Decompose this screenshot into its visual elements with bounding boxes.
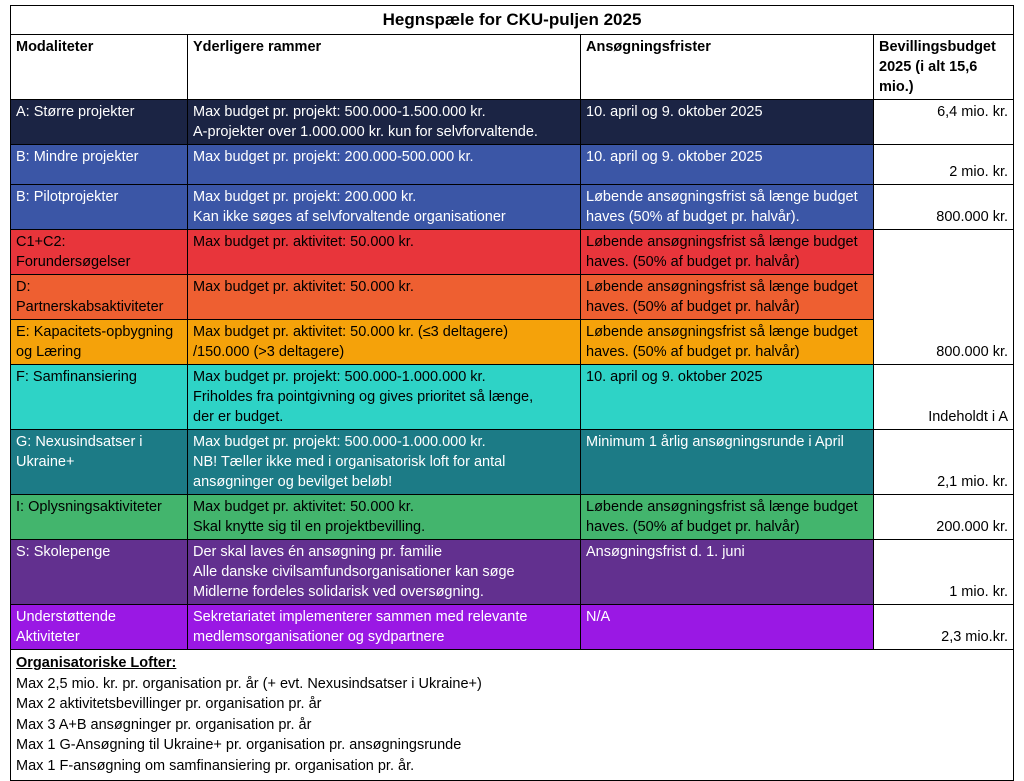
frames-cell-line: Max budget pr. projekt: 200.000-500.000 kr. bbox=[193, 149, 474, 165]
title-row bbox=[11, 6, 1014, 35]
modality-cell bbox=[11, 230, 188, 275]
hegnspaele-table bbox=[10, 5, 1014, 781]
modality-cell-line: Aktiviteter bbox=[16, 629, 80, 645]
header-ansoegningsfrister: Ansøgningsfrister bbox=[581, 35, 874, 100]
deadline-cell-line: Ansøgningsfrist d. 1. juni bbox=[586, 544, 745, 560]
table-row bbox=[11, 185, 1014, 230]
modality-cell-line: D: bbox=[16, 279, 31, 295]
deadline-cell-line: Løbende ansøgningsfrist så længe budget bbox=[586, 324, 858, 340]
cku-table-document bbox=[10, 5, 1013, 781]
modality-cell bbox=[11, 540, 188, 605]
footer-line: Max 1 F-ansøgning om samfinansiering pr. organisation pr. år. bbox=[16, 757, 415, 774]
frames-cell-line: Sekretariatet implementerer sammen med relevante bbox=[193, 609, 528, 625]
frames-cell bbox=[188, 185, 581, 230]
modality-cell bbox=[11, 495, 188, 540]
frames-cell bbox=[188, 365, 581, 430]
frames-cell-line: A-projekter over 1.000.000 kr. kun for selvforvaltende. bbox=[193, 124, 538, 140]
frames-cell-line: ansøgninger og bevilget beløb! bbox=[193, 474, 393, 490]
modality-cell-line: B: Pilotprojekter bbox=[16, 189, 119, 205]
deadline-cell-line: 10. april og 9. oktober 2025 bbox=[586, 104, 763, 120]
frames-cell bbox=[188, 320, 581, 365]
header-row bbox=[11, 35, 1014, 100]
frames-cell-line: Skal knytte sig til en projektbevilling. bbox=[193, 519, 426, 535]
footer-row bbox=[11, 650, 1014, 781]
frames-cell-line: Max budget pr. projekt: 500.000-1.000.000 kr. bbox=[193, 369, 486, 385]
deadline-cell bbox=[581, 540, 874, 605]
modality-cell bbox=[11, 365, 188, 430]
budget-cell: 1 mio. kr. bbox=[874, 540, 1014, 605]
frames-cell bbox=[188, 540, 581, 605]
table-row bbox=[11, 275, 1014, 320]
frames-cell-line: Max budget pr. aktivitet: 50.000 kr. bbox=[193, 499, 414, 515]
footer-title: Organisatoriske Lofter: bbox=[16, 655, 177, 671]
frames-cell bbox=[188, 100, 581, 145]
frames-cell bbox=[188, 605, 581, 650]
footer-line: Max 3 A+B ansøgninger pr. organisation pr. år bbox=[16, 716, 312, 733]
deadline-cell-line: haves. (50% af budget pr. halvår) bbox=[586, 299, 800, 315]
modality-cell-line: I: Oplysningsaktiviteter bbox=[16, 499, 162, 515]
organisatoriske-lofter bbox=[11, 650, 1014, 781]
deadline-cell bbox=[581, 430, 874, 495]
header-yderligere-rammer: Yderligere rammer bbox=[188, 35, 581, 100]
deadline-cell-line: 10. april og 9. oktober 2025 bbox=[586, 149, 763, 165]
frames-cell-line: Friholdes fra pointgivning og gives prioritet så længe, bbox=[193, 389, 534, 405]
frames-cell-line: Der skal laves én ansøgning pr. familie bbox=[193, 544, 443, 560]
deadline-cell-line: Løbende ansøgningsfrist så længe budget bbox=[586, 234, 858, 250]
deadline-cell bbox=[581, 605, 874, 650]
budget-cell: 2,1 mio. kr. bbox=[874, 430, 1014, 495]
modality-cell bbox=[11, 185, 188, 230]
frames-cell-line: medlemsorganisationer og sydpartnere bbox=[193, 629, 445, 645]
modality-cell-line: G: Nexusindsatser i bbox=[16, 434, 143, 450]
footer-line: Max 2 aktivitetsbevillinger pr. organisation pr. år bbox=[16, 696, 322, 712]
frames-cell-line: der er budget. bbox=[193, 409, 284, 425]
deadline-cell-line: Løbende ansøgningsfrist så længe budget bbox=[586, 279, 858, 295]
frames-cell bbox=[188, 230, 581, 275]
frames-cell-line: Kan ikke søges af selvforvaltende organisationer bbox=[193, 209, 506, 225]
frames-cell-line: Max budget pr. projekt: 500.000-1.500.000 kr. bbox=[193, 104, 486, 120]
modality-cell-line: E: Kapacitets-opbygning bbox=[16, 324, 174, 340]
deadline-cell-line: haves. (50% af budget pr. halvår) bbox=[586, 254, 800, 270]
table-row bbox=[11, 540, 1014, 605]
deadline-cell bbox=[581, 230, 874, 275]
table-row bbox=[11, 495, 1014, 540]
modality-cell-line: F: Samfinansiering bbox=[16, 369, 137, 385]
deadline-cell-line: Løbende ansøgningsfrist så længe budget bbox=[586, 499, 858, 515]
frames-cell-line: Max budget pr. aktivitet: 50.000 kr. (≤3 deltagere) bbox=[193, 324, 509, 340]
modality-cell bbox=[11, 320, 188, 365]
frames-cell-line: Max budget pr. aktivitet: 50.000 kr. bbox=[193, 234, 414, 250]
budget-cell: 2 mio. kr. bbox=[874, 145, 1014, 185]
table-row bbox=[11, 320, 1014, 365]
table-row bbox=[11, 230, 1014, 275]
frames-cell bbox=[188, 145, 581, 185]
modality-cell-line: Forundersøgelser bbox=[16, 254, 131, 270]
modality-cell bbox=[11, 100, 188, 145]
budget-cell: 200.000 kr. bbox=[874, 495, 1014, 540]
header-modaliteter: Modaliteter bbox=[11, 35, 188, 100]
frames-cell-line: Max budget pr. aktivitet: 50.000 kr. bbox=[193, 279, 414, 295]
table-row bbox=[11, 430, 1014, 495]
modality-cell bbox=[11, 430, 188, 495]
modality-cell bbox=[11, 145, 188, 185]
footer-line: Max 2,5 mio. kr. pr. organisation pr. år (+ evt. Nexusindsatser i Ukraine+) bbox=[16, 675, 482, 692]
modality-cell-line: S: Skolepenge bbox=[16, 544, 111, 560]
budget-cell: 800.000 kr. bbox=[874, 230, 1014, 365]
frames-cell-line: Alle danske civilsamfundsorganisationer kan søge bbox=[193, 564, 515, 580]
frames-cell bbox=[188, 430, 581, 495]
modality-cell-line: og Læring bbox=[16, 344, 82, 360]
budget-cell: 2,3 mio.kr. bbox=[874, 605, 1014, 650]
modality-cell bbox=[11, 275, 188, 320]
deadline-cell bbox=[581, 275, 874, 320]
deadline-cell bbox=[581, 100, 874, 145]
deadline-cell-line: N/A bbox=[586, 609, 611, 625]
table-row bbox=[11, 365, 1014, 430]
budget-cell: Indeholdt i A bbox=[874, 365, 1014, 430]
deadline-cell bbox=[581, 185, 874, 230]
frames-cell-line: NB! Tæller ikke med i organisatorisk loft for antal bbox=[193, 454, 506, 470]
frames-cell bbox=[188, 275, 581, 320]
deadline-cell bbox=[581, 145, 874, 185]
deadline-cell bbox=[581, 495, 874, 540]
table-title: Hegnspæle for CKU-puljen 2025 bbox=[11, 6, 1014, 35]
modality-cell bbox=[11, 605, 188, 650]
table-row bbox=[11, 100, 1014, 145]
footer-line: Max 1 G-Ansøgning til Ukraine+ pr. organisation pr. ansøgningsrunde bbox=[16, 737, 462, 753]
deadline-cell bbox=[581, 365, 874, 430]
modality-cell-line: C1+C2: bbox=[16, 234, 66, 250]
frames-cell-line: Max budget pr. projekt: 200.000 kr. bbox=[193, 189, 417, 205]
modality-cell-line: A: Større projekter bbox=[16, 104, 135, 120]
deadline-cell-line: haves. (50% af budget pr. halvår) bbox=[586, 519, 800, 535]
budget-cell: 800.000 kr. bbox=[874, 185, 1014, 230]
header-bevillingsbudget: Bevillingsbudget 2025 (i alt 15,6 mio.) bbox=[874, 35, 1014, 100]
deadline-cell-line: haves. (50% af budget pr. halvår) bbox=[586, 344, 800, 360]
frames-cell bbox=[188, 495, 581, 540]
modality-cell-line: Partnerskabsaktiviteter bbox=[16, 299, 164, 315]
frames-cell-line: /150.000 (>3 deltagere) bbox=[193, 344, 345, 360]
deadline-cell-line: Minimum 1 årlig ansøgningsrunde i April bbox=[586, 434, 844, 450]
deadline-cell-line: 10. april og 9. oktober 2025 bbox=[586, 369, 763, 385]
deadline-cell-line: haves (50% af budget pr. halvår). bbox=[586, 209, 800, 225]
modality-cell-line: Ukraine+ bbox=[16, 454, 75, 470]
modality-cell-line: B: Mindre projekter bbox=[16, 149, 139, 165]
table-row bbox=[11, 145, 1014, 185]
frames-cell-line: Max budget pr. projekt: 500.000-1.000.000 kr. bbox=[193, 434, 486, 450]
table-row bbox=[11, 605, 1014, 650]
frames-cell-line: Midlerne fordeles solidarisk ved oversøgning. bbox=[193, 584, 484, 600]
deadline-cell bbox=[581, 320, 874, 365]
modality-rows bbox=[11, 100, 1014, 650]
deadline-cell-line: Løbende ansøgningsfrist så længe budget bbox=[586, 189, 858, 205]
budget-cell: 6,4 mio. kr. bbox=[874, 100, 1014, 145]
modality-cell-line: Understøttende bbox=[16, 609, 116, 625]
